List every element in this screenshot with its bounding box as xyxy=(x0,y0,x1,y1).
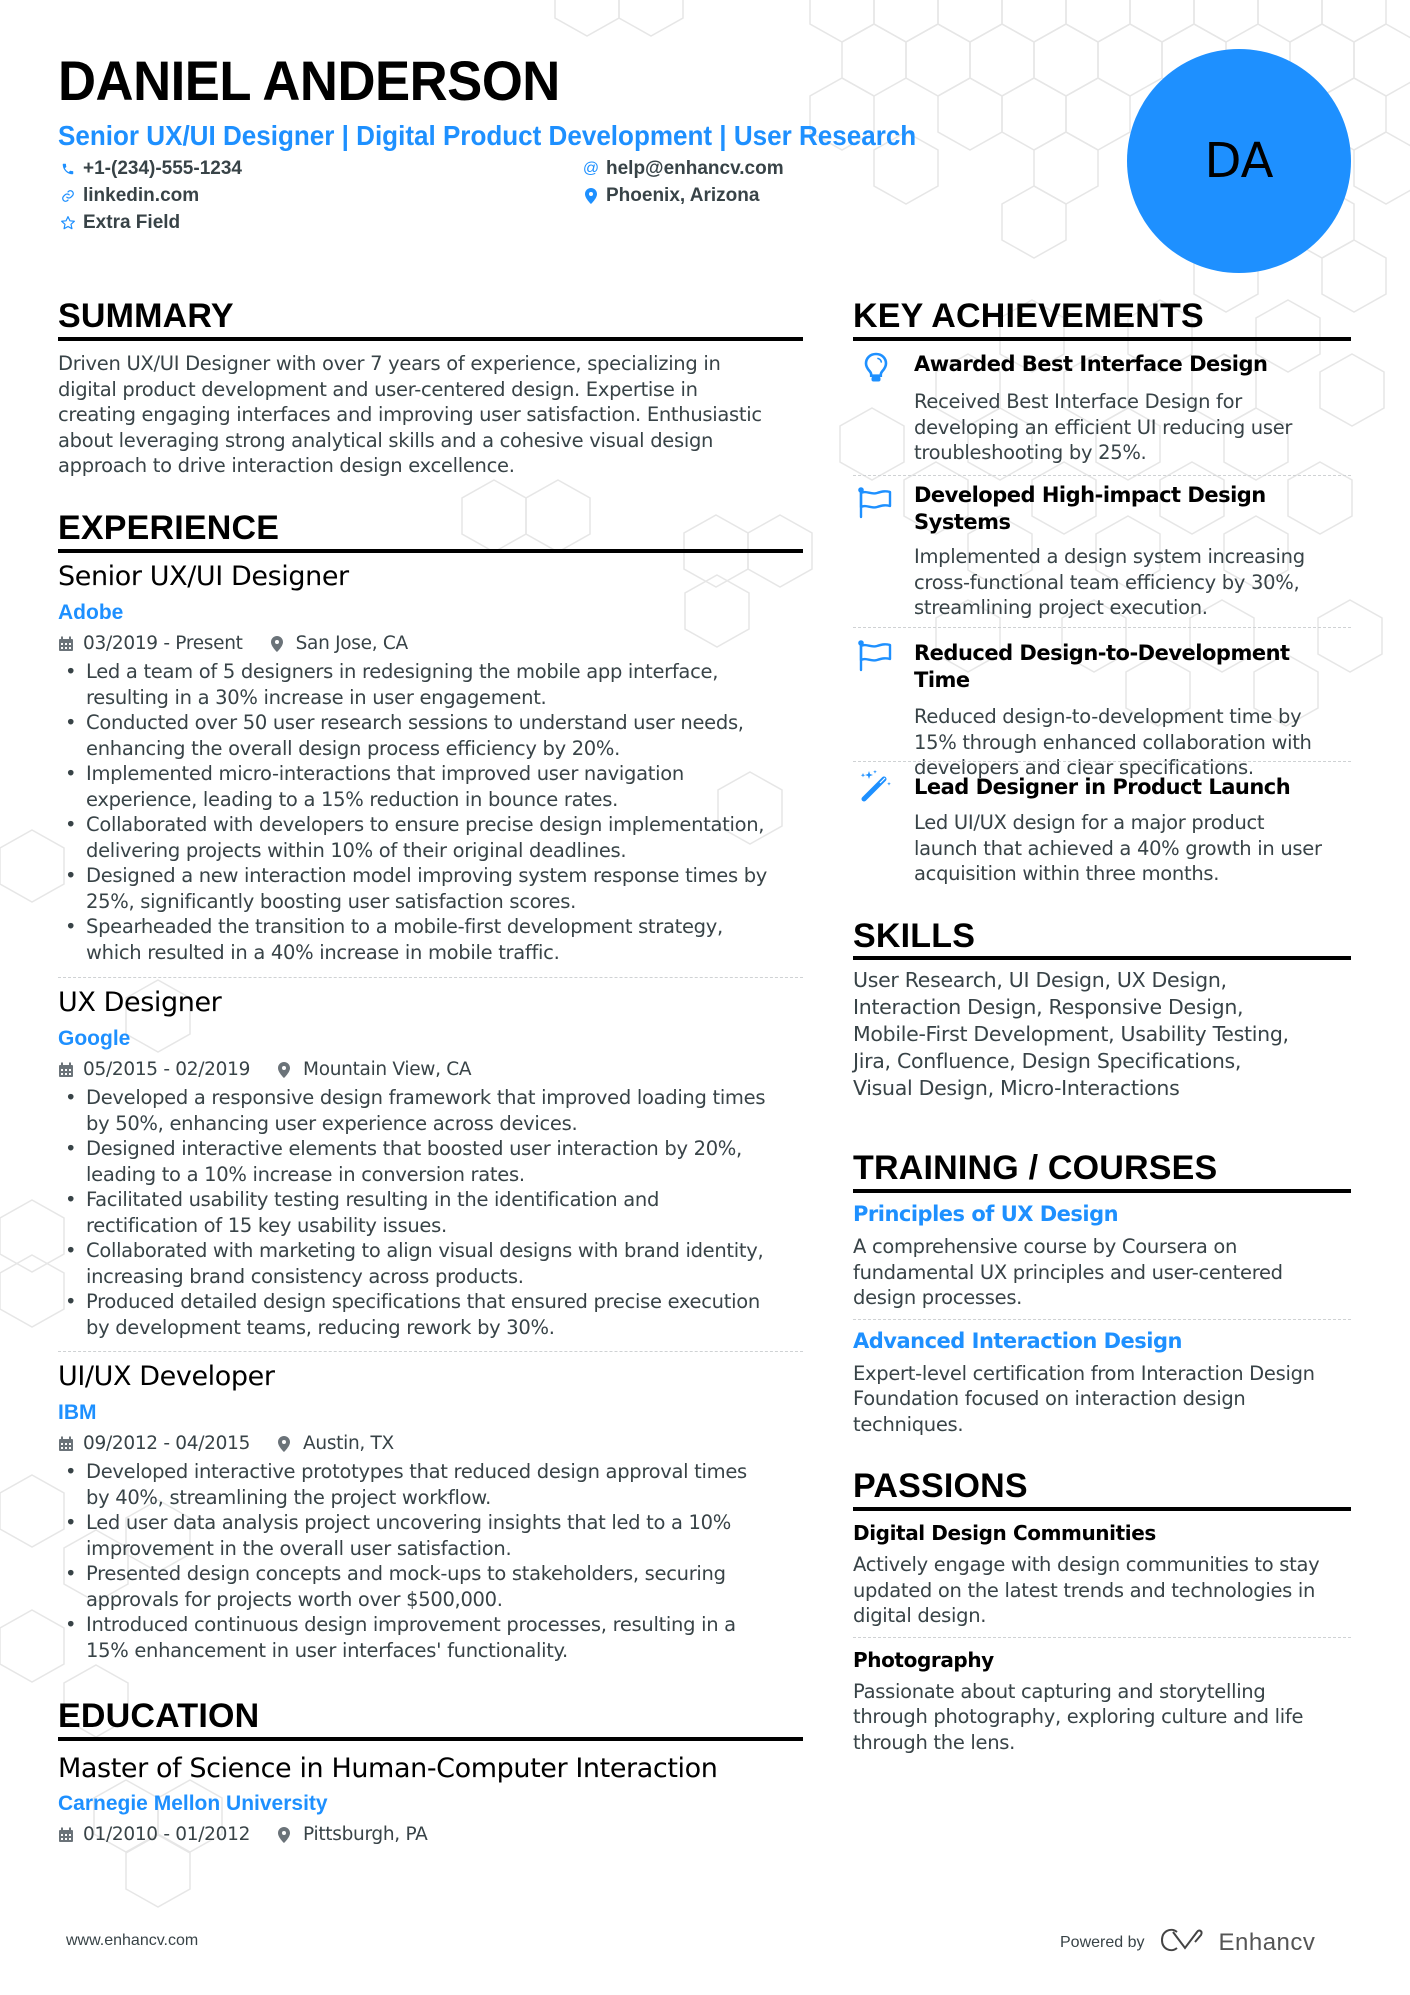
achievement-description: Implemented a design system increasing cross-functional team efficiency by 30%, streamlining project execution. xyxy=(914,545,1305,619)
entry-divider xyxy=(58,977,803,978)
job-bullets xyxy=(58,659,803,965)
company-name[interactable]: IBM xyxy=(58,1401,97,1424)
candidate-headline: Senior UX/UI Designer | Digital Product Development | User Research xyxy=(58,120,917,151)
flag-icon xyxy=(858,640,892,674)
calendar-icon xyxy=(58,636,74,652)
achievement-description: Received Best Interface Design for developing an efficient UI reducing user troubleshooting by 25%. xyxy=(914,390,1293,464)
experience-entry-google xyxy=(58,987,803,1340)
section-divider xyxy=(58,549,803,553)
course-description: A comprehensive course by Coursera on fundamental UX principles and user-centered design processes. xyxy=(853,1235,1283,1309)
entry-divider xyxy=(853,1319,1351,1320)
skills-section xyxy=(853,916,1351,1102)
entry-divider xyxy=(853,1637,1351,1638)
job-title: Senior UX/UI Designer xyxy=(58,561,349,592)
passion-description: Passionate about capturing and storytelling through photography, exploring culture and life through the lens. xyxy=(853,1679,1304,1754)
passion-title: Digital Design Communities xyxy=(853,1521,1156,1545)
contact-location xyxy=(583,184,759,208)
job-location: Austin, TX xyxy=(303,1433,394,1454)
enhancv-brand: Enhancv xyxy=(1218,1928,1316,1956)
magic-wand-icon xyxy=(858,767,892,801)
extra-field-value: Extra Field xyxy=(83,212,181,233)
section-divider xyxy=(58,1737,803,1741)
lightbulb-icon xyxy=(863,352,897,386)
calendar-icon xyxy=(58,1827,74,1843)
bullet-item: • Conducted over 50 user research sessions to understand user needs, enhancing the overall design process efficiency by 20%. xyxy=(58,710,803,761)
bullet-item: • Collaborated with developers to ensure precise design implementation, delivering projects within 10% of their original deadlines. xyxy=(58,812,803,863)
job-dates: 09/2012 - 04/2015 xyxy=(83,1433,251,1454)
bullet-item: • Designed interactive elements that boosted user interaction by 20%, leading to a 10% increase in conversion rates. xyxy=(58,1136,803,1187)
achievements-section xyxy=(853,296,1351,341)
location-value: Phoenix, Arizona xyxy=(606,185,760,206)
entry-divider xyxy=(853,475,1351,476)
bullet-item: • Developed a responsive design framework that improved loading times by 50%, enhancing user experience across devices. xyxy=(58,1085,803,1136)
job-title: UI/UX Developer xyxy=(58,1361,275,1392)
experience-entry-adobe xyxy=(58,561,803,965)
company-name[interactable]: Google xyxy=(58,1027,131,1050)
training-heading: TRAINING / COURSES xyxy=(853,1149,1218,1187)
course-title[interactable]: Advanced Interaction Design xyxy=(853,1328,1182,1353)
bullet-item: • Facilitated usability testing resulting in the identification and rectification of 15 key usability issues. xyxy=(58,1187,803,1238)
course-title[interactable]: Principles of UX Design xyxy=(853,1202,1119,1226)
summary-section xyxy=(58,296,803,479)
achievement-item xyxy=(853,351,1351,466)
at-icon: @ xyxy=(582,160,600,177)
calendar-icon xyxy=(58,1062,74,1078)
contact-linkedin[interactable] xyxy=(60,184,199,208)
achievement-description: Led UI/UX design for a major product launch that achieved a 40% growth in user acquisition within three months. xyxy=(914,811,1322,885)
passion-title: Photography xyxy=(853,1647,994,1672)
contact-email[interactable] xyxy=(583,157,784,181)
powered-by-label: Powered by xyxy=(1060,1933,1145,1951)
bullet-item: • Led user data analysis project uncovering insights that led to a 10% improvement in the overall user satisfaction. xyxy=(58,1510,803,1561)
calendar-icon xyxy=(58,1436,74,1452)
achievement-item xyxy=(853,774,1351,887)
course-description: Expert-level certification from Interaction Design Foundation focused on interaction design techniques. xyxy=(853,1361,1315,1436)
education-section xyxy=(58,1696,803,1847)
job-meta xyxy=(58,632,803,656)
education-dates: 01/2010 - 01/2012 xyxy=(83,1824,251,1845)
enhancv-logo-icon xyxy=(1159,1928,1205,1957)
contact-phone[interactable] xyxy=(60,157,242,181)
linkedin-value: linkedin.com xyxy=(83,185,200,206)
email-value: help@enhancv.com xyxy=(606,158,784,179)
job-location: San Jose, CA xyxy=(295,633,408,654)
company-name[interactable]: Adobe xyxy=(58,601,124,624)
map-pin-icon xyxy=(271,636,287,652)
passion-description: Actively engage with design communities to stay updated on the latest trends and technologies in digital design. xyxy=(853,1553,1320,1627)
entry-divider xyxy=(58,1351,803,1352)
footer-powered-by[interactable] xyxy=(1060,1928,1315,1957)
section-divider xyxy=(853,337,1351,341)
bullet-item: • Collaborated with marketing to align visual designs with brand identity, increasing brand consistency across products. xyxy=(58,1238,803,1289)
education-heading: EDUCATION xyxy=(58,1697,260,1735)
job-dates: 03/2019 - Present xyxy=(83,633,243,654)
avatar-initials: DA xyxy=(1204,133,1274,189)
education-meta xyxy=(58,1823,803,1847)
job-meta xyxy=(58,1432,803,1456)
map-pin-icon xyxy=(583,188,599,204)
link-icon xyxy=(60,188,76,204)
map-pin-icon xyxy=(278,1062,294,1078)
achievement-item xyxy=(853,640,1351,781)
bullet-item: • Developed interactive prototypes that reduced design approval times by 40%, streamlining the project workflow. xyxy=(58,1459,803,1510)
achievement-title: Lead Designer in Product Launch xyxy=(914,775,1291,799)
contact-extra-field[interactable] xyxy=(60,211,180,235)
bullet-item: • Implemented micro-interactions that improved user navigation experience, leading to a 15% reduction in bounce rates. xyxy=(58,761,803,812)
flag-icon xyxy=(858,487,892,521)
education-location: Pittsburgh, PA xyxy=(303,1824,428,1845)
bullet-item: • Led a team of 5 designers in redesigning the mobile app interface, resulting in a 30% increase in user engagement. xyxy=(58,659,803,710)
map-pin-icon xyxy=(278,1827,294,1843)
job-title: UX Designer xyxy=(58,987,222,1018)
achievement-item xyxy=(853,482,1351,621)
bullet-item: • Introduced continuous design improvement processes, resulting in a 15% enhancement in user interfaces' functionality. xyxy=(58,1612,803,1663)
bullet-item: • Designed a new interaction model improving system response times by 25%, significantly boosting user satisfaction scores. xyxy=(58,863,803,914)
degree-title: Master of Science in Human-Computer Interaction xyxy=(58,1753,718,1784)
summary-heading: SUMMARY xyxy=(58,297,234,335)
passions-section xyxy=(853,1466,1351,1755)
job-bullets xyxy=(58,1459,803,1663)
job-location: Mountain View, CA xyxy=(303,1059,472,1080)
entry-divider xyxy=(853,761,1351,762)
candidate-name: DANIEL ANDERSON xyxy=(58,49,560,112)
star-icon xyxy=(60,215,76,231)
section-divider xyxy=(58,337,803,341)
section-divider xyxy=(853,956,1351,960)
achievement-description: Reduced design-to-development time by 15% through enhanced collaboration with developers and clear specifications. xyxy=(914,705,1312,779)
experience-section xyxy=(58,508,803,553)
achievement-title: Reduced Design-to-Development Time xyxy=(914,641,1290,692)
skills-list: User Research, UI Design, UX Design, Interaction Design, Responsive Design, Mobile-First Development, Usability Testing, Jira, Confluence, Design Specifications, Visual Design, Micro-Interactions xyxy=(853,968,1289,1100)
bullet-item: • Presented design concepts and mock-ups to stakeholders, securing approvals for projects worth over $500,000. xyxy=(58,1561,803,1612)
school-name[interactable]: Carnegie Mellon University xyxy=(58,1792,328,1815)
achievement-title: Awarded Best Interface Design xyxy=(914,352,1268,376)
bullet-item: • Spearheaded the transition to a mobile-first development strategy, which resulted in a 40% increase in mobile traffic. xyxy=(58,914,803,965)
section-divider xyxy=(853,1189,1351,1193)
skills-heading: SKILLS xyxy=(853,917,976,955)
achievement-title: Developed High-impact Design Systems xyxy=(914,483,1266,534)
avatar xyxy=(1127,49,1351,273)
map-pin-icon xyxy=(278,1436,294,1452)
summary-text: Driven UX/UI Designer with over 7 years of experience, specializing in digital product development and user-centered design. Expertise in creating engaging interfaces and improving user satisfaction. Enthusiastic about leveraging strong analytical skills and a cohesive visual design approach to drive interaction design excellence. xyxy=(58,352,762,477)
bullet-item: • Produced detailed design specifications that ensured precise execution by development teams, reducing rework by 30%. xyxy=(58,1289,803,1340)
phone-icon xyxy=(60,161,76,177)
passions-heading: PASSIONS xyxy=(853,1467,1028,1505)
footer-website-link[interactable]: www.enhancv.com xyxy=(66,1932,199,1949)
section-divider xyxy=(853,1507,1351,1511)
phone-value: +1-(234)-555-1234 xyxy=(83,158,242,179)
experience-entry-ibm xyxy=(58,1361,803,1663)
job-dates: 05/2015 - 02/2019 xyxy=(83,1059,251,1080)
job-meta xyxy=(58,1058,803,1082)
entry-divider xyxy=(853,627,1351,628)
achievements-heading: KEY ACHIEVEMENTS xyxy=(853,297,1204,335)
training-section xyxy=(853,1148,1351,1437)
job-bullets xyxy=(58,1085,803,1340)
experience-heading: EXPERIENCE xyxy=(58,509,280,547)
